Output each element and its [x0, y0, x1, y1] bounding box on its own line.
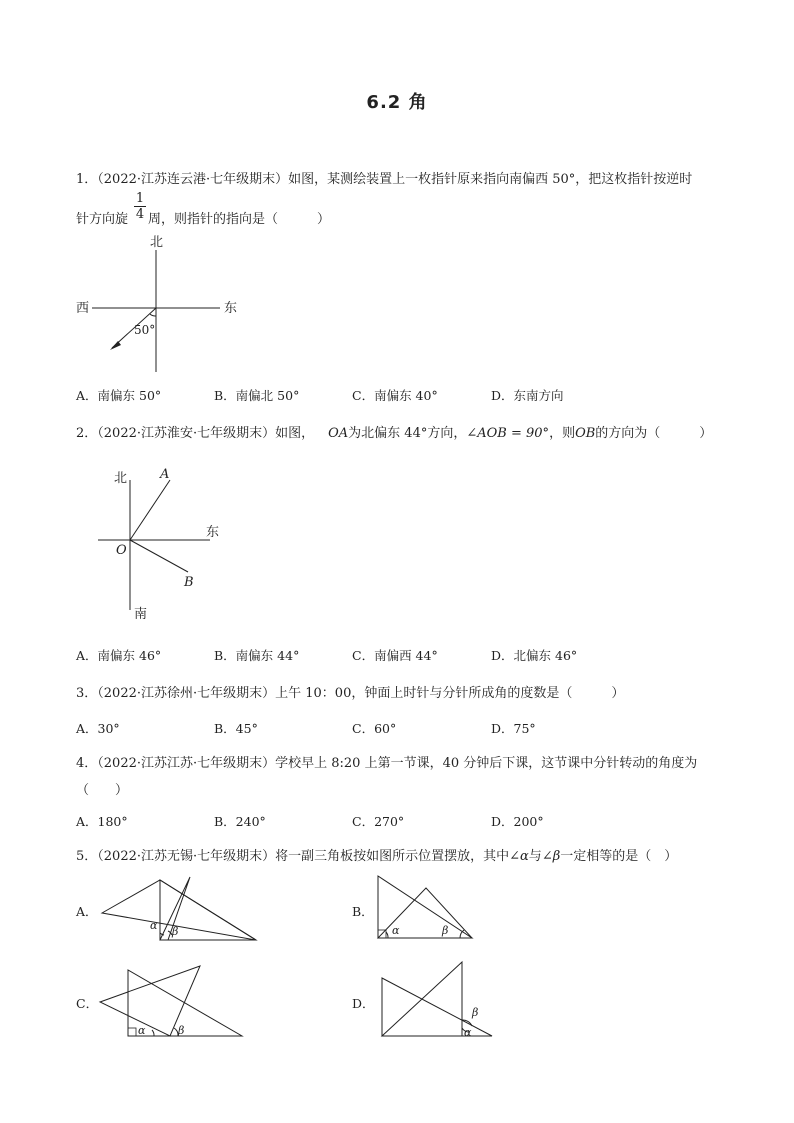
q3-text: 3．（2022·江苏徐州·七年级期末）上午 10：00，钟面上时针与分针所成角的度数是（ ）	[76, 686, 625, 701]
q2-line1a: 2．（2022·江苏淮安·七年级期末）如图，	[76, 426, 315, 441]
q1-fraction	[134, 192, 146, 221]
q5-option-d-label[interactable]: D．	[352, 996, 375, 1011]
q2-ob: OB	[575, 426, 596, 441]
q1-option-c[interactable]: C．南偏东 40°	[352, 388, 438, 403]
q1-option-d[interactable]: D．东南方向	[491, 388, 564, 403]
q2-label-b: B	[184, 575, 194, 590]
q5b-beta: β	[442, 924, 449, 937]
q5-figure-c	[96, 962, 246, 1042]
q5b-alpha: α	[392, 924, 400, 937]
q4-option-d[interactable]: D．200°	[491, 814, 544, 829]
q1-option-b[interactable]: B．南偏北 50°	[214, 388, 300, 403]
q2-option-b[interactable]: B．南偏东 44°	[214, 648, 300, 663]
q5-figure-a	[100, 875, 260, 945]
q1-line1: 1．（2022·江苏连云港·七年级期末）如图，某测绘装置上一枚指针原来指向南偏西 50°，把这枚指针按逆时	[76, 172, 693, 187]
q5c-beta: β	[178, 1024, 185, 1037]
q5-option-a-label[interactable]: A．	[76, 904, 98, 919]
q1-frac-den: 4	[135, 207, 145, 222]
q5-alpha-expr: ∠α	[509, 849, 529, 864]
q5-figure-b	[372, 872, 482, 942]
q4-line2: （ ）	[76, 783, 129, 798]
q1-frac-num: 1	[135, 191, 145, 206]
q5-option-b-label[interactable]: B．	[352, 904, 374, 919]
q2-option-c[interactable]: C．南偏西 44°	[352, 648, 438, 663]
q2-label-a: A	[160, 467, 170, 482]
q2-line1b: 为北偏东 44°方向，	[348, 426, 467, 441]
q5-line	[76, 845, 677, 864]
q3-option-c[interactable]: C．60°	[352, 721, 397, 736]
q5-line1c: 一定相等的是（ ）	[560, 849, 678, 864]
q3-option-b[interactable]: B．45°	[214, 721, 258, 736]
q1-label-east: 东	[224, 301, 238, 316]
q4-option-c[interactable]: C．270°	[352, 814, 405, 829]
q5-line1b: 与	[528, 849, 542, 864]
q2-line1c: ，则	[549, 426, 576, 441]
q4-line1: 4．（2022·江苏江苏·七年级期末）学校早上 8:20 上第一节课，40 分钟后下课，这节课中分针转动的角度为	[76, 756, 698, 771]
q2-label-east: 东	[206, 525, 220, 540]
q5-figure-d	[376, 958, 500, 1040]
q2-line	[76, 422, 712, 441]
q2-option-a[interactable]: A．南偏东 46°	[76, 648, 162, 663]
q1-label-west: 西	[76, 301, 90, 316]
q4-option-b[interactable]: B．240°	[214, 814, 266, 829]
q1-line2b: 周，则指针的指向是（ ）	[148, 212, 331, 227]
q2-oa: OA	[328, 426, 349, 441]
q5c-alpha: α	[138, 1024, 146, 1037]
q5d-alpha: α	[464, 1026, 472, 1039]
q3-option-a[interactable]: A．30°	[76, 721, 120, 736]
q2-option-d[interactable]: D．北偏东 46°	[491, 648, 578, 663]
q1-option-a[interactable]: A．南偏东 50°	[76, 388, 162, 403]
q2-label-south: 南	[134, 607, 148, 622]
q5a-beta: β	[172, 925, 179, 938]
q2-compass-figure	[90, 460, 260, 620]
q2-label-o: O	[116, 543, 127, 558]
q1-line2a: 针方向旋	[76, 212, 129, 227]
q2-label-north: 北	[114, 471, 128, 486]
q1-label-north: 北	[150, 235, 164, 250]
q3-option-d[interactable]: D．75°	[491, 721, 536, 736]
q5-line1a: 5．（2022·江苏无锡·七年级期末）将一副三角板按如图所示位置摆放，其中	[76, 849, 510, 864]
q5-beta-expr: ∠β	[541, 849, 561, 864]
q1-compass-figure	[70, 230, 250, 380]
q1-label-angle: 50°	[134, 323, 156, 337]
page-title: 6.2 角	[366, 92, 428, 113]
q5a-alpha: α	[150, 919, 158, 932]
q5-option-c-label[interactable]: C．	[76, 996, 99, 1011]
q2-angle-expr: ∠AOB = 90°	[466, 426, 550, 441]
q4-option-a[interactable]: A．180°	[76, 814, 128, 829]
q2-line1d: 的方向为（ ）	[595, 426, 713, 441]
q5d-beta: β	[472, 1006, 479, 1019]
